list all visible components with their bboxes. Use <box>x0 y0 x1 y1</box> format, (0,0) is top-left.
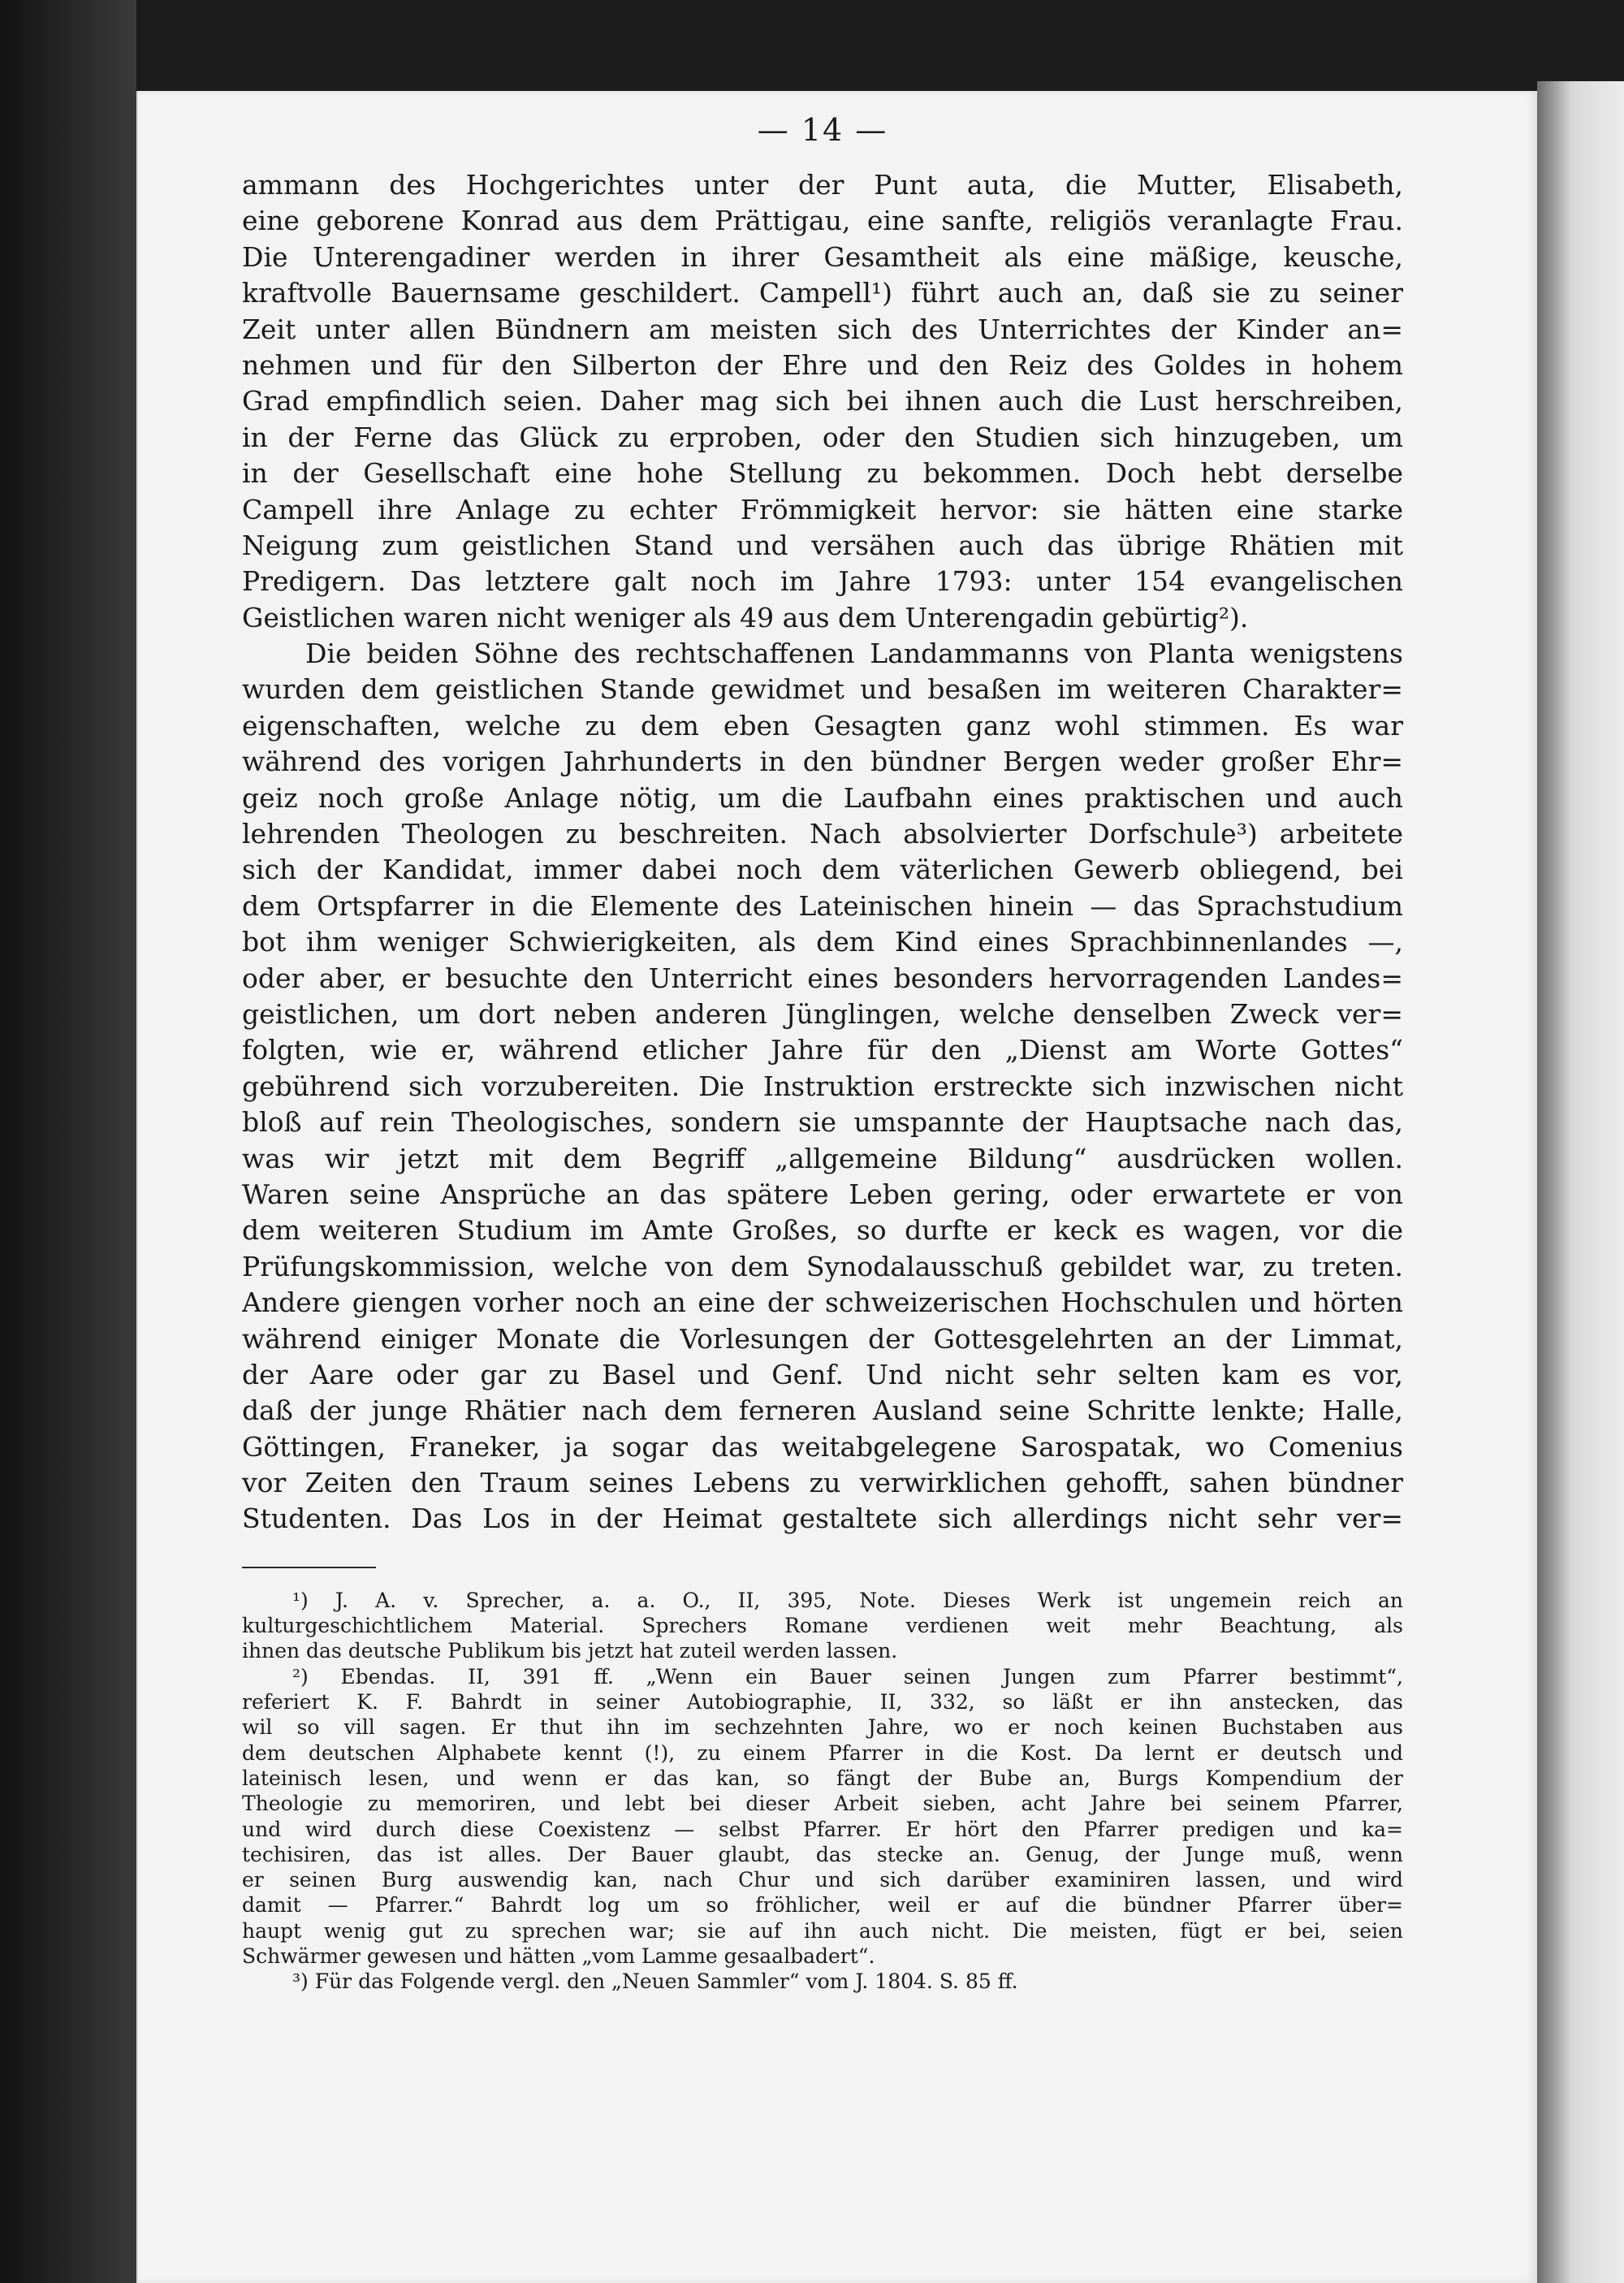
body-line: Grad empfindlich seien. Daher mag sich bei ihnen auch die Lust herschreiben, <box>242 385 1403 417</box>
body-line: bloß auf rein Theologisches, sondern sie umspannte der Hauptsache nach das, <box>242 1106 1403 1139</box>
footnote-line: ¹) J. A. v. Sprecher, a. a. O., II, 395, Note. Dieses Werk ist ungemein reich an <box>292 1588 1403 1612</box>
footnote-line: haupt wenig gut zu sprechen war; sie auf ihn auch nicht. Die meisten, fügt er bei, seien <box>242 1918 1403 1943</box>
body-line: ammann des Hochgerichtes unter der Punt auta, die Mutter, Elisabeth, <box>242 169 1403 201</box>
body-line: Waren seine Ansprüche an das spätere Leben gering, oder erwartete er von <box>242 1178 1403 1210</box>
body-line: während des vorigen Jahrhunderts in den bündner Bergen weder großer Ehr= <box>242 746 1403 778</box>
body-line: Neigung zum geistlichen Stand und versähen auch das übrige Rhätien mit <box>242 529 1403 561</box>
body-line: sich der Kandidat, immer dabei noch dem väterlichen Gewerb obliegend, bei <box>242 854 1403 886</box>
body-line: eigenschaften, welche zu dem eben Gesagten ganz wohl stimmen. Es war <box>242 709 1403 742</box>
scan-background-left <box>0 0 136 2283</box>
footnote-line: referiert K. F. Bahrdt in seiner Autobiographie, II, 332, so läßt er ihn anstecken, das <box>242 1690 1403 1714</box>
body-line: Die beiden Söhne des rechtschaffenen Landammanns von Planta wenigstens <box>305 638 1403 670</box>
footnotes <box>242 1588 1403 1995</box>
body-line: Andere giengen vorher noch an eine der schweizerischen Hochschulen und hörten <box>242 1286 1403 1319</box>
scan-page-edge-right <box>1537 81 1624 2283</box>
footnote-line: er seinen Burg auswendig kan, nach Chur und sich darüber examiniren lassen, und wird <box>242 1868 1403 1892</box>
body-line: dem Ortspfarrer in die Elemente des Lateinischen hinein — das Sprachstudium <box>242 889 1403 922</box>
footnote-line: ihnen das deutsche Publikum bis jetzt hat zuteil werden lassen. <box>242 1639 898 1663</box>
body-line: Campell ihre Anlage zu echter Frömmigkeit hervor: sie hätten eine starke <box>242 493 1403 525</box>
body-line: Prüfungskommission, welche von dem Synodalausschuß gebildet war, zu treten. <box>242 1250 1403 1282</box>
footnote-line: damit — Pfarrer.“ Bahrdt log um so fröhlicher, weil er auf die bündner Pfarrer über= <box>242 1893 1403 1918</box>
body-line: kraftvolle Bauernsame geschildert. Campell¹) führt auch an, daß sie zu seiner <box>242 277 1403 309</box>
body-line: Geistlichen waren nicht weniger als 49 aus dem Unterengadin gebürtig²). <box>242 601 1249 633</box>
body-line: geiz noch große Anlage nötig, um die Laufbahn eines praktischen und auch <box>242 781 1403 814</box>
body-line: Göttingen, Franeker, ja sogar das weitabgelegene Sarospatak, wo Comenius <box>242 1430 1403 1463</box>
footnote-line: ³) Für das Folgende vergl. den „Neuen Sammler“ vom J. 1804. S. 85 ff. <box>292 1970 1018 1994</box>
body-line: Predigern. Das letztere galt noch im Jahre 1793: unter 154 evangelischen <box>242 565 1403 598</box>
body-line: oder aber, er besuchte den Unterricht eines besonders hervorragenden Landes= <box>242 962 1403 994</box>
body-line: lehrenden Theologen zu beschreiten. Nach absolvierter Dorfschule³) arbeitete <box>242 818 1403 850</box>
book-page <box>136 91 1537 2283</box>
body-line: Studenten. Das Los in der Heimat gestaltete sich allerdings nicht sehr ver= <box>242 1503 1403 1535</box>
footnote-line: wil so vill sagen. Er thut ihn im sechzehnten Jahre, wo er noch keinen Buchstaben aus <box>242 1715 1403 1740</box>
body-line: in der Ferne das Glück zu erproben, oder den Studien sich hinzugeben, um <box>242 421 1403 453</box>
body-line: folgten, wie er, während etlicher Jahre für den „Dienst am Worte Gottes“ <box>242 1034 1403 1066</box>
body-line: während einiger Monate die Vorlesungen der Gottesgelehrten an der Limmat, <box>242 1322 1403 1355</box>
footnote-line: dem deutschen Alphabete kennt (!), zu einem Pfarrer in die Kost. Da lernt er deutsch und <box>242 1740 1403 1765</box>
body-line: der Aare oder gar zu Basel und Genf. Und nicht sehr selten kam es vor, <box>242 1358 1403 1390</box>
footnote-line: Theologie zu memoriren, und lebt bei dieser Arbeit sieben, acht Jahre bei seinem Pfarrer, <box>242 1792 1403 1816</box>
body-line: vor Zeiten den Traum seines Lebens zu verwirklichen gehofft, sahen bündner <box>242 1467 1403 1499</box>
body-line: bot ihm weniger Schwierigkeiten, als dem Kind eines Sprachbinnenlandes —, <box>242 926 1403 958</box>
body-line: Zeit unter allen Bündnern am meisten sich des Unterrichtes der Kinder an= <box>242 313 1403 345</box>
footnote-line: lateinisch lesen, und wenn er das kan, so fängt der Bube an, Burgs Kompendium der <box>242 1766 1403 1790</box>
body-text <box>242 167 1403 1537</box>
footnote-line: techisiren, das ist alles. Der Bauer glaubt, das stecke an. Genug, der Junge muß, wenn <box>242 1842 1403 1866</box>
footnote-separator <box>242 1567 376 1568</box>
body-line: eine geborene Konrad aus dem Prättigau, eine sanfte, religiös veranlagte Frau. <box>242 205 1403 237</box>
footnote-line: kulturgeschichtlichem Material. Sprechers Romane verdienen weit mehr Beachtung, als <box>242 1614 1403 1638</box>
body-line: geistlichen, um dort neben anderen Jünglingen, welche denselben Zweck ver= <box>242 997 1403 1030</box>
footnote-line: Schwärmer gewesen und hätten „vom Lamme gesaalbadert“. <box>242 1944 875 1968</box>
body-line: gebührend sich vorzubereiten. Die Instruktion erstreckte sich inzwischen nicht <box>242 1070 1403 1102</box>
footnote-line: ²) Ebendas. II, 391 ff. „Wenn ein Bauer seinen Jungen zum Pfarrer bestimmt“, <box>292 1664 1403 1688</box>
page-text-block <box>242 106 1403 1995</box>
footnote-line: und wird durch diese Coexistenz — selbst Pfarrer. Er hört den Pfarrer predigen und ka= <box>242 1817 1403 1841</box>
body-line: wurden dem geistlichen Stande gewidmet und besaßen im weiteren Charakter= <box>242 673 1403 706</box>
body-line: was wir jetzt mit dem Begriff „allgemeine Bildung“ ausdrücken wollen. <box>242 1142 1403 1174</box>
body-line: daß der junge Rhätier nach dem ferneren Ausland seine Schritte lenkte; Halle, <box>242 1394 1403 1427</box>
body-line: nehmen und für den Silberton der Ehre und den Reiz des Goldes in hohem <box>242 348 1403 381</box>
body-line: in der Gesellschaft eine hohe Stellung zu bekommen. Doch hebt derselbe <box>242 457 1403 490</box>
body-line: dem weiteren Studium im Amte Großes, so durfte er keck es wagen, vor die <box>242 1214 1403 1247</box>
body-line: Die Unterengadiner werden in ihrer Gesamtheit als eine mäßige, keusche, <box>242 240 1403 273</box>
page-number: — 14 — <box>757 112 888 148</box>
